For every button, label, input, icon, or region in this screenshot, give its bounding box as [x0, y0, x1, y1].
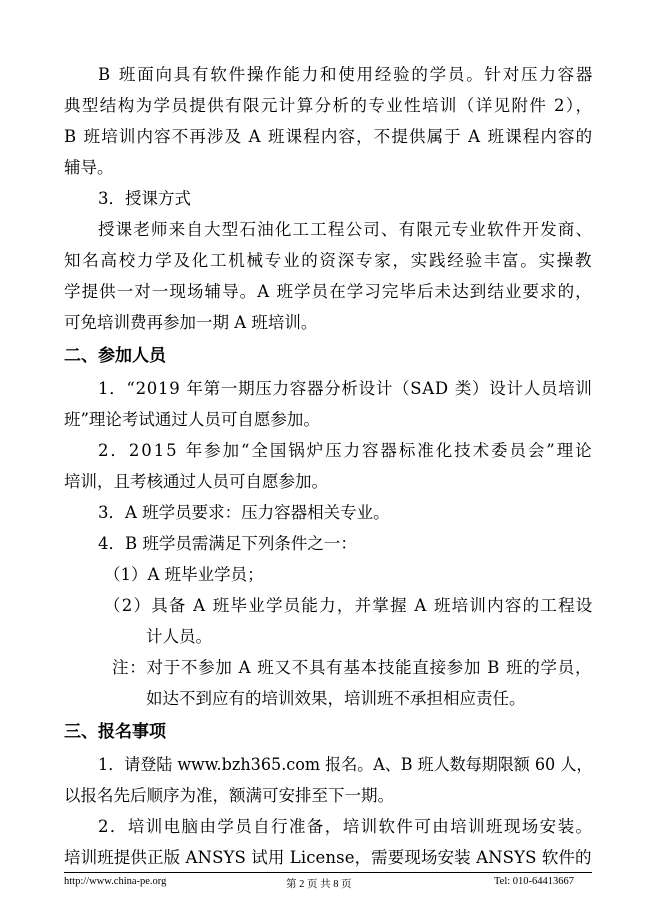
list-item: 计人员。 — [146, 627, 212, 646]
body-line: 2．培训电脑由学员自行准备，培训软件可由培训班现场安装。 — [98, 817, 594, 836]
body-line: 4．B 班学员需满足下列条件之一： — [98, 534, 357, 553]
body-line: 辅导。 — [64, 158, 114, 177]
footer-url: http://www.china-pe.org — [64, 876, 167, 887]
footer-divider — [64, 872, 592, 873]
body-line: 可免培训费再参加一期 A 班培训。 — [64, 313, 318, 332]
body-line: 知名高校力学及化工机械专业的资深专家，实践经验丰富。实操教 — [64, 251, 594, 270]
section-heading: 三、报名事项 — [64, 722, 166, 742]
body-line: 授课老师来自大型石油化工工程公司、有限元专业软件开发商、 — [98, 220, 594, 239]
body-line: 1．“2019 年第一期压力容器分析设计（SAD 类）设计人员培训 — [98, 379, 593, 398]
body-line: 1．请登陆 www.bzh365.com 报名。A、B 班人数每期限额 60 人， — [98, 755, 593, 774]
body-line: 2．2015 年参加“全国锅炉压力容器标准化技术委员会”理论 — [98, 441, 594, 460]
body-line: 班”理论考试通过人员可自愿参加。 — [64, 410, 320, 429]
footer-tel: Tel: 010-64413667 — [494, 876, 575, 887]
body-line: 典型结构为学员提供有限元计算分析的专业性培训（详见附件 2）， — [64, 96, 594, 115]
note-line: 注：对于不参加 A 班又不具有基本技能直接参加 B 班的学员， — [112, 658, 593, 677]
body-line: B 班培训内容不再涉及 A 班课程内容，不提供属于 A 班课程内容的 — [64, 127, 594, 146]
body-line: B 班面向具有软件操作能力和使用经验的学员。针对压力容器 — [98, 65, 595, 84]
body-line: 以报名先后顺序为准，额满可安排至下一期。 — [64, 786, 394, 805]
note-line: 如达不到应有的培训效果，培训班不承担相应责任。 — [146, 689, 526, 708]
list-item: （1）A 班毕业学员； — [104, 565, 264, 584]
footer-page-number: 第 2 页 共 8 页 — [286, 879, 352, 890]
body-line: 3．A 班学员要求：压力容器相关专业。 — [98, 503, 390, 522]
section-heading: 二、参加人员 — [64, 346, 166, 366]
body-line: 学提供一对一现场辅导。A 班学员在学习完毕后未达到结业要求的， — [64, 282, 593, 301]
body-line: 培训班提供正版 ANSYS 试用 License，需要现场安装 ANSYS 软件的 — [64, 848, 592, 867]
section-subheading: 3．授课方式 — [98, 189, 191, 208]
body-line: 培训，且考核通过人员可自愿参加。 — [64, 472, 328, 491]
list-item: （2）具备 A 班毕业学员能力，并掌握 A 班培训内容的工程设 — [104, 596, 594, 615]
